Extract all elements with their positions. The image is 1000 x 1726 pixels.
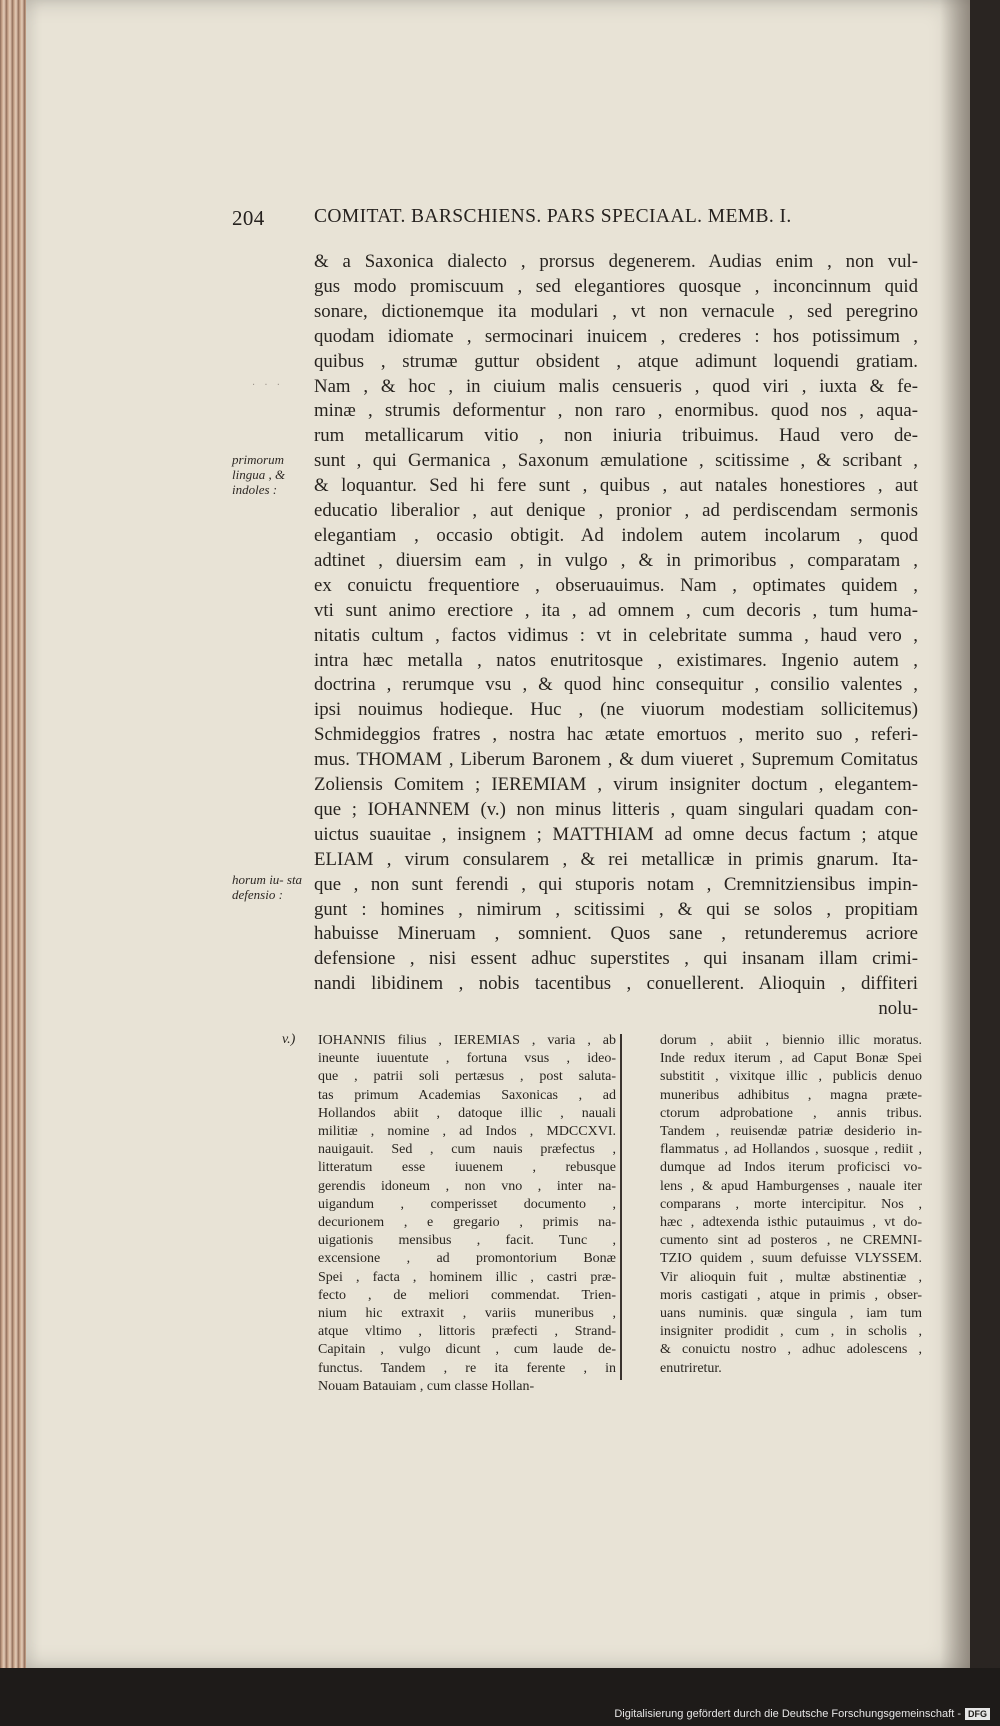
fnr-line: hæc , adtexenda isthic putauimus , vt do- xyxy=(660,1215,922,1231)
main-line: & loquantur. Sed hi fere sunt , quibus , aut natales honestiores , aut xyxy=(314,475,918,497)
main-line: quibus , strumæ guttur obsident , atque adimunt loquendi gratiam. xyxy=(314,350,918,372)
main-line: Zoliensis Comitem ; IEREMIAM , virum insigniter doctum , elegantem- xyxy=(314,774,918,796)
main-line: ex conuictu frequentiore , obseruauimus. Nam , optimates quidem , xyxy=(314,574,918,596)
main-line: gunt : homines , nimirum , scitissimi , & qui se solos , propitiam xyxy=(314,898,918,920)
fnr-line: Vir alioquin fuit , multæ abstinentiæ , xyxy=(660,1269,922,1285)
fnl-line: excensione , ad promontorium Bonæ xyxy=(318,1251,616,1267)
fnl-line: Capitain , vulgo dicunt , cum laude de- xyxy=(318,1342,616,1358)
main-line: adtinet , diuersim eam , in vulgo , & in primoribus , comparatam , xyxy=(314,549,918,571)
fnl-line: militiæ , nomine , ad Indos , MDCCXVI. xyxy=(318,1124,616,1140)
fnr-line: enutriretur. xyxy=(660,1360,722,1376)
main-line: que ; IOHANNEM (v.) non minus litteris , quam singulari quadam con- xyxy=(314,798,918,820)
fnl-line: decurionem , e gregario , primis na- xyxy=(318,1215,616,1231)
fnl-line: fecto , de meliori commendat. Trien- xyxy=(318,1287,616,1303)
main-line: uictus suauitae , insignem ; MATTHIAM ad omne decus factum ; atque xyxy=(314,823,918,845)
fnr-line: dumque ad Indos iterum proficisci vo- xyxy=(660,1160,922,1176)
footnote-column-left xyxy=(318,1032,616,1396)
main-line: elegantiam , occasio obtigit. Ad indolem autem incolarum , quod xyxy=(314,524,918,546)
footnote-marker: v.) xyxy=(282,1032,296,1047)
fnl-line: IOHANNIS filius , IEREMIAS , varia , ab xyxy=(318,1033,616,1048)
margin-marks: · · · xyxy=(252,380,283,391)
fnr-line: moris castigati , atque in primis , obser- xyxy=(660,1287,922,1303)
main-line: sunt , qui Germanica , Saxonum æmulatione , scitissime , & scribant , xyxy=(314,450,918,472)
fnl-line: functus. Tandem , re ita ferente , in xyxy=(318,1360,616,1376)
main-body-text xyxy=(314,250,918,1022)
main-line: nandi libidinem , nobis tacentibus , conuellerent. Alioquin , diffiteri xyxy=(314,973,918,995)
footnote-column-divider xyxy=(620,1034,622,1380)
fnl-line: ineunte iuuentute , fortuna vsus , ideo- xyxy=(318,1051,616,1067)
main-line: educatio liberalior , aut denique , pronior , ad perdiscendam sermonis xyxy=(314,500,918,522)
credit-text: Digitalisierung gefördert durch die Deutsche Forschungsgemeinschaft - xyxy=(614,1708,961,1720)
fnl-line: Spei , facta , hominem illic , castri præ- xyxy=(318,1269,616,1285)
fnr-line: Inde redux iterum , ad Caput Bonæ Spei xyxy=(660,1051,922,1067)
fnl-line: litteratum esse iuuenem , rebusque xyxy=(318,1160,616,1176)
margin-note-primorum: primorum lingua , & indoles : xyxy=(232,452,286,497)
fnl-line: nauigauit. Sed , cum nauis præfectus , xyxy=(318,1142,616,1158)
footnote-column-right xyxy=(660,1032,922,1378)
fnl-line: que , patrii soli pertæsus , post saluta- xyxy=(318,1069,616,1085)
main-line: & a Saxonica dialecto , prorsus degenerem. Audias enim , non vul- xyxy=(314,251,918,272)
main-line: quodam idiomate , sermocinari inuicem , crederes : hos potissimum , xyxy=(314,325,918,347)
fnl-line: gerendis idoneum , non vno , inter na- xyxy=(318,1178,616,1194)
main-line: intra hæc metalla , natos enutritosque , existimares. Ingenio autem , xyxy=(314,649,918,671)
main-line: nitatis cultum , factos vidimus : vt in celebritate summa , haud vero , xyxy=(314,624,918,646)
page-gutter-shadow xyxy=(940,0,970,1668)
main-line: ELIAM , virum consularem , & rei metallicæ in primis gnarum. Ita- xyxy=(314,848,918,870)
fnl-line: uigandum , comperisset documento , xyxy=(318,1196,616,1212)
main-line: sonare, dictionemque ita modulari , vt non vernacule , sed peregrino xyxy=(314,300,918,322)
running-head: COMITAT. BARSCHIENS. PARS SPECIAAL. MEMB. I. xyxy=(314,206,792,227)
fnl-line: Nouam Batauiam , cum classe Hollan- xyxy=(318,1378,535,1394)
fnr-line: TZIO quidem , suum defuisse VLYSSEM. xyxy=(660,1251,922,1267)
fnr-line: dorum , abiit , biennio illic moratus. xyxy=(660,1033,922,1048)
fnl-line: nium hic extraxit , variis muneribus , xyxy=(318,1306,616,1322)
main-line: mus. THOMAM , Liberum Baronem , & dum viueret , Supremum Comitatus xyxy=(314,749,918,771)
main-line: Nam , & hoc , in ciuium malis censueris , quod viri , iuxta & fe- xyxy=(314,375,918,397)
fnr-line: Tandem , reuisendæ patriæ desiderio in- xyxy=(660,1124,922,1140)
fnr-line: cumento sint ad posteros , ne CREMNI- xyxy=(660,1233,922,1249)
main-line: rum metallicarum vitio , non iniuria tribuimus. Haud vero de- xyxy=(314,425,918,447)
fnl-line: Hollandos abiit , datoque illic , nauali xyxy=(318,1105,616,1121)
fnr-line: ctorum adprobatione , annis tribus. xyxy=(660,1105,922,1121)
main-line: ipsi nouimus hodieque. Huc , (ne viuorum modestiam sollicitemus) xyxy=(314,699,918,721)
main-line: Schmideggios fratres , nostra hac ætate emortuos , merito suo , referi- xyxy=(314,724,918,746)
main-line: que , non sunt ferendi , qui stuporis notam , Cremnitziensibus impin- xyxy=(314,873,918,895)
fnr-line: uans numinis. quæ singula , iam tum xyxy=(660,1306,922,1322)
scan-footer-bar xyxy=(0,1668,1000,1726)
page-number: 204 xyxy=(232,206,265,230)
fnr-line: substitit , vixitque illic , publicis denuo xyxy=(660,1069,922,1085)
main-line: vti sunt animo erectiore , ita , ad omnem , cum decoris , tum huma- xyxy=(314,599,918,621)
main-line: habuisse Mineruam , somnient. Quos sane , retunderemus acriore xyxy=(314,923,918,945)
book-page-edges xyxy=(0,0,28,1668)
fnl-line: uigationis mensibus , facit. Tunc , xyxy=(318,1233,616,1249)
main-line: defensione , nisi essent adhuc superstites , qui insanam illam crimi- xyxy=(314,948,918,970)
main-line: doctrina , rerumque vsu , & quod hinc consequitur , consilio valentes , xyxy=(314,674,918,696)
main-line: minæ , strumis deformentur , non raro , enormibus. quod nos , aqua- xyxy=(314,400,918,422)
fnr-line: insigniter prodidit , cum , in scholis , xyxy=(660,1324,922,1340)
fnr-line: muneribus adhibitus , magna præte- xyxy=(660,1087,922,1103)
fnl-line: tas primum Academias Saxonicas , ad xyxy=(318,1087,616,1103)
fnr-line: lens , & apud Hamburgenses , nauale iter xyxy=(660,1178,922,1194)
fnr-line: flammatus , ad Hollandos , suosque , rediit , xyxy=(660,1142,922,1158)
main-line: nolu- xyxy=(878,998,918,1020)
page-header xyxy=(232,206,872,236)
fnr-line: & conuictu nostro , adhuc adolescens , xyxy=(660,1342,922,1358)
dfg-logo: DFG xyxy=(965,1708,990,1720)
margin-note-horum: horum iu- sta defensio : xyxy=(232,872,303,902)
main-line: gus modo promiscuum , sed elegantiores quosque , inconcinnum quid xyxy=(314,275,918,297)
fnr-line: comparans , morte intercipitur. Nos , xyxy=(660,1196,922,1212)
fnl-line: atque vltimo , littoris præfecti , Strand- xyxy=(318,1324,616,1340)
digitization-credit xyxy=(614,1708,990,1720)
